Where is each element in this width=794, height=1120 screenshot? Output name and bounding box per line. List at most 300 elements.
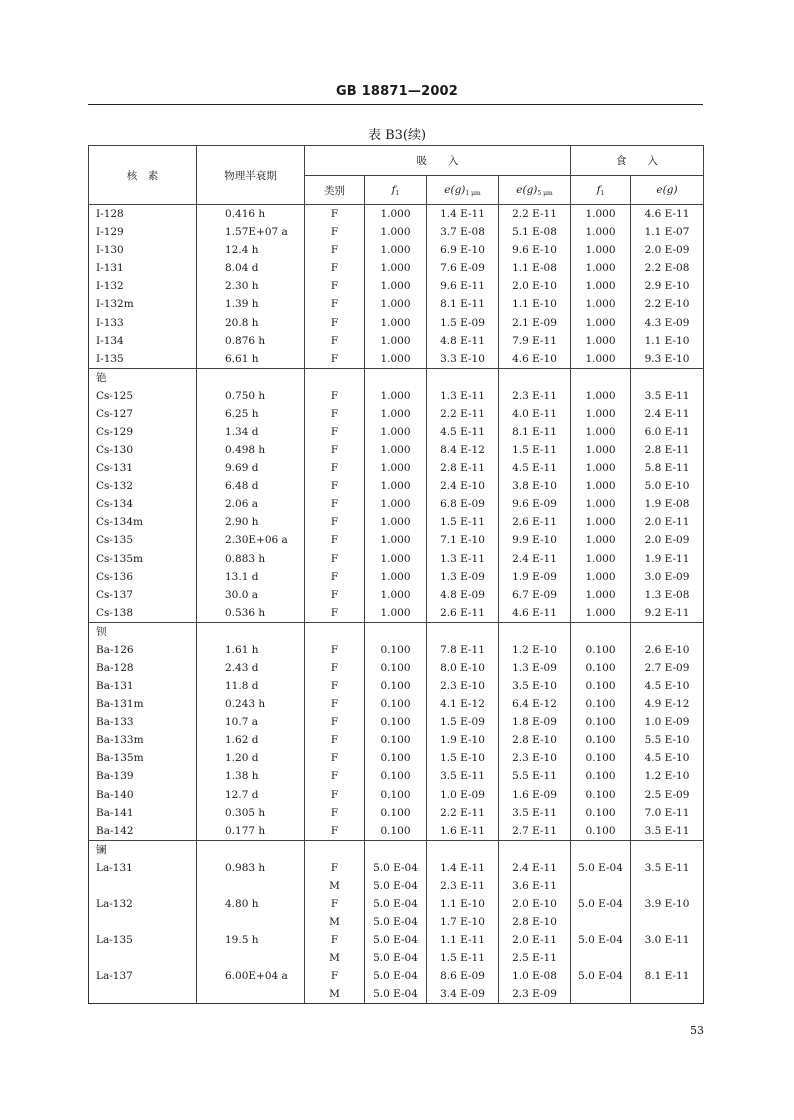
f1-ingestion-cell: 1.000 xyxy=(571,423,631,441)
e-1um-cell: 3.4 E-09 xyxy=(427,985,499,1004)
e-1um-cell: 1.5 E-11 xyxy=(427,513,499,531)
nuclide-cell: Cs-130 xyxy=(89,441,197,459)
type-cell: F xyxy=(305,459,365,477)
type-cell: M xyxy=(305,913,365,931)
col-header-ingestion: 食 入 xyxy=(571,146,704,176)
type-cell: F xyxy=(305,604,365,623)
table-row xyxy=(89,586,704,604)
e-5um-cell: 2.0 E-10 xyxy=(499,277,571,295)
e-ingestion-cell xyxy=(631,877,704,895)
e-5um-cell: 9.9 E-10 xyxy=(499,531,571,549)
nuclide-cell: I-132m xyxy=(89,295,197,313)
e-ingestion-cell xyxy=(631,949,704,967)
e-ingestion-cell: 3.5 E-11 xyxy=(644,389,690,402)
f1-ingestion-cell: 0.100 xyxy=(571,749,631,767)
half-life-cell: 10.7 a xyxy=(197,713,305,731)
nuclide-cell: La-131 xyxy=(89,859,197,877)
f1-ingestion-cell xyxy=(571,877,631,895)
table-row xyxy=(89,659,704,677)
half-life-cell: 1.34 d xyxy=(197,423,305,441)
e-ingestion-cell: 2.0 E-09 xyxy=(644,534,690,547)
empty-cell xyxy=(197,368,305,387)
element-group-label: 钡 xyxy=(89,622,197,641)
f1-inhalation-cell: 0.100 xyxy=(365,641,427,659)
type-cell: F xyxy=(305,387,365,405)
f1-ingestion-cell: 1.000 xyxy=(571,387,631,405)
e-1um-cell: 6.8 E-09 xyxy=(427,495,499,513)
e-ingestion-cell: 1.0 E-09 xyxy=(644,716,690,729)
type-cell: F xyxy=(305,205,365,224)
f1-ingestion-cell: 5.0 E-04 xyxy=(571,967,631,985)
e-5um-cell: 1.3 E-09 xyxy=(499,659,571,677)
e-5um-cell: 3.5 E-11 xyxy=(499,804,571,822)
type-cell: F xyxy=(305,241,365,259)
e-ingestion-cell: 2.2 E-08 xyxy=(644,262,690,275)
nuclide-cell: Ba-133 xyxy=(89,713,197,731)
half-life-cell: 1.38 h xyxy=(197,767,305,785)
type-cell: F xyxy=(305,441,365,459)
nuclide-cell: La-132 xyxy=(89,895,197,913)
e-1um-cell: 8.0 E-10 xyxy=(427,659,499,677)
nuclide-cell: Ba-135m xyxy=(89,749,197,767)
table-row xyxy=(89,731,704,749)
e-ingestion-cell: 6.0 E-11 xyxy=(644,425,690,438)
half-life-cell: 2.06 a xyxy=(197,495,305,513)
table-row xyxy=(89,931,704,949)
e-1um-cell: 2.3 E-11 xyxy=(427,877,499,895)
nuclide-cell xyxy=(89,913,197,931)
table-row xyxy=(89,513,704,531)
type-cell: F xyxy=(305,804,365,822)
header-rule xyxy=(88,104,703,105)
e-1um-cell: 1.3 E-11 xyxy=(427,549,499,567)
table-row xyxy=(89,913,704,931)
f1-inhalation-cell: 0.100 xyxy=(365,677,427,695)
e-5um-cell: 2.3 E-10 xyxy=(499,749,571,767)
f1-inhalation-cell: 5.0 E-04 xyxy=(365,913,427,931)
f1-inhalation-cell: 1.000 xyxy=(365,423,427,441)
f1-inhalation-cell: 0.100 xyxy=(365,804,427,822)
half-life-cell: 2.90 h xyxy=(197,513,305,531)
e-1um-cell: 2.8 E-11 xyxy=(427,459,499,477)
e-ingestion-cell: 2.8 E-11 xyxy=(644,444,690,457)
e-5um-cell: 2.2 E-11 xyxy=(499,205,571,224)
half-life-cell: 6.48 d xyxy=(197,477,305,495)
nuclide-cell: Cs-132 xyxy=(89,477,197,495)
type-cell: F xyxy=(305,659,365,677)
table-row xyxy=(89,350,704,369)
table-row xyxy=(89,641,704,659)
e-ingestion-cell: 4.5 E-10 xyxy=(644,752,690,765)
half-life-cell: 12.7 d xyxy=(197,786,305,804)
type-cell: F xyxy=(305,259,365,277)
e-5um-cell: 8.1 E-11 xyxy=(499,423,571,441)
table-row xyxy=(89,767,704,785)
f1-ingestion-cell: 1.000 xyxy=(571,549,631,567)
half-life-cell: 0.243 h xyxy=(197,695,305,713)
nuclide-cell: I-130 xyxy=(89,241,197,259)
col-header-e-5um xyxy=(499,176,571,205)
e-1um-cell: 1.4 E-11 xyxy=(427,205,499,224)
table-row xyxy=(89,531,704,549)
type-cell: F xyxy=(305,549,365,567)
f1-ingestion-cell: 0.100 xyxy=(571,677,631,695)
e-5um-cell: 2.3 E-11 xyxy=(499,387,571,405)
f1-inhalation-cell: 0.100 xyxy=(365,822,427,841)
half-life-cell: 0.498 h xyxy=(197,441,305,459)
e-5um-subscript: 5 μm xyxy=(537,189,553,197)
nuclide-cell: Ba-133m xyxy=(89,731,197,749)
e-5um-cell: 1.0 E-08 xyxy=(499,967,571,985)
type-cell: F xyxy=(305,423,365,441)
e-5um-cell: 9.6 E-10 xyxy=(499,241,571,259)
table-row xyxy=(89,313,704,331)
half-life-cell: 30.0 a xyxy=(197,586,305,604)
e-symbol: e(g) xyxy=(516,183,538,196)
f1-inhalation-cell: 1.000 xyxy=(365,332,427,350)
e-ingestion-cell: 9.3 E-10 xyxy=(644,352,690,365)
element-group-label: 镧 xyxy=(89,840,197,859)
f1-inhalation-cell: 1.000 xyxy=(365,531,427,549)
e-ingestion-cell xyxy=(631,913,704,931)
e-5um-cell: 2.4 E-11 xyxy=(499,859,571,877)
f1-ingestion-cell: 1.000 xyxy=(571,531,631,549)
e-5um-cell: 2.5 E-11 xyxy=(499,949,571,967)
half-life-cell: 19.5 h xyxy=(197,931,305,949)
e-5um-cell: 1.1 E-08 xyxy=(499,259,571,277)
type-cell: F xyxy=(305,931,365,949)
half-life-cell: 0.750 h xyxy=(197,387,305,405)
empty-cell xyxy=(197,840,305,859)
empty-cell xyxy=(305,840,365,859)
element-group-label: 铯 xyxy=(89,368,197,387)
f1-ingestion-cell: 1.000 xyxy=(571,604,631,623)
e-1um-cell: 7.6 E-09 xyxy=(427,259,499,277)
e-5um-cell: 3.6 E-11 xyxy=(499,877,571,895)
empty-cell xyxy=(365,622,427,641)
standard-header: GB 18871—2002 xyxy=(335,84,459,99)
nuclide-cell: I-129 xyxy=(89,223,197,241)
e-5um-cell: 6.7 E-09 xyxy=(499,586,571,604)
e-ingestion-cell: 3.5 E-11 xyxy=(644,861,690,874)
half-life-cell: 1.57E+07 a xyxy=(197,223,305,241)
e-5um-cell: 1.1 E-10 xyxy=(499,295,571,313)
e-ingestion-cell: 3.0 E-09 xyxy=(644,570,690,583)
col-header-f1-ingestion xyxy=(571,176,631,205)
e-1um-cell: 8.4 E-12 xyxy=(427,441,499,459)
type-cell: F xyxy=(305,822,365,841)
e-1um-cell: 4.8 E-11 xyxy=(427,332,499,350)
half-life-cell: 2.30 h xyxy=(197,277,305,295)
nuclide-cell: La-135 xyxy=(89,931,197,949)
f-symbol: f xyxy=(596,183,601,196)
half-life-cell: 9.69 d xyxy=(197,459,305,477)
e-5um-cell: 1.2 E-10 xyxy=(499,641,571,659)
e-1um-cell: 1.1 E-11 xyxy=(427,931,499,949)
f1-inhalation-cell: 1.000 xyxy=(365,495,427,513)
table-row xyxy=(89,877,704,895)
e-ingestion-cell: 5.0 E-10 xyxy=(644,480,690,493)
element-group-row xyxy=(89,368,704,387)
e-5um-cell: 3.8 E-10 xyxy=(499,477,571,495)
half-life-cell: 0.416 h xyxy=(197,205,305,224)
empty-cell xyxy=(365,368,427,387)
type-cell: F xyxy=(305,586,365,604)
nuclide-cell: La-137 xyxy=(89,967,197,985)
empty-cell xyxy=(499,622,571,641)
f1-ingestion-cell: 1.000 xyxy=(571,259,631,277)
f1-ingestion-cell: 0.100 xyxy=(571,695,631,713)
table-row xyxy=(89,295,704,313)
nuclide-cell: Cs-136 xyxy=(89,568,197,586)
table-row xyxy=(89,949,704,967)
e-ingestion-cell: 1.3 E-08 xyxy=(644,588,690,601)
f1-inhalation-cell: 0.100 xyxy=(365,695,427,713)
half-life-cell: 0.536 h xyxy=(197,604,305,623)
f1-ingestion-cell: 1.000 xyxy=(571,277,631,295)
e-1um-cell: 7.8 E-11 xyxy=(427,641,499,659)
nuclide-cell: Cs-135m xyxy=(89,549,197,567)
table-row xyxy=(89,695,704,713)
empty-cell xyxy=(365,840,427,859)
e-1um-cell: 1.3 E-11 xyxy=(427,387,499,405)
f1-ingestion-cell: 1.000 xyxy=(571,459,631,477)
nuclide-cell: Ba-131 xyxy=(89,677,197,695)
e-1um-cell: 4.5 E-11 xyxy=(427,423,499,441)
f1-ingestion-cell: 0.100 xyxy=(571,659,631,677)
f1-inhalation-cell: 0.100 xyxy=(365,731,427,749)
f1-ingestion-cell: 0.100 xyxy=(571,804,631,822)
f1-inhalation-cell: 5.0 E-04 xyxy=(365,859,427,877)
f1-ingestion-cell: 0.100 xyxy=(571,767,631,785)
type-cell: F xyxy=(305,531,365,549)
half-life-cell: 0.177 h xyxy=(197,822,305,841)
e-1um-cell: 1.7 E-10 xyxy=(427,913,499,931)
type-cell: M xyxy=(305,985,365,1004)
empty-cell xyxy=(197,622,305,641)
e-1um-cell: 3.3 E-10 xyxy=(427,350,499,369)
e-ingestion-cell: 1.9 E-11 xyxy=(644,552,690,565)
nuclide-cell: I-132 xyxy=(89,277,197,295)
f1-inhalation-cell: 1.000 xyxy=(365,295,427,313)
table-row xyxy=(89,895,704,913)
e-5um-cell: 4.0 E-11 xyxy=(499,405,571,423)
f1-ingestion-cell: 1.000 xyxy=(571,205,631,224)
f1-ingestion-cell: 1.000 xyxy=(571,313,631,331)
type-cell: F xyxy=(305,895,365,913)
nuclide-cell: Cs-129 xyxy=(89,423,197,441)
type-cell: F xyxy=(305,477,365,495)
e-5um-cell: 1.6 E-09 xyxy=(499,786,571,804)
type-cell: F xyxy=(305,277,365,295)
half-life-cell: 2.43 d xyxy=(197,659,305,677)
nuclide-cell: Ba-139 xyxy=(89,767,197,785)
f1-inhalation-cell: 5.0 E-04 xyxy=(365,967,427,985)
f1-inhalation-cell: 1.000 xyxy=(365,387,427,405)
table-row xyxy=(89,713,704,731)
table-row xyxy=(89,387,704,405)
f1-ingestion-cell xyxy=(571,913,631,931)
half-life-cell: 0.876 h xyxy=(197,332,305,350)
nuclide-cell: Cs-125 xyxy=(89,387,197,405)
nuclide-cell: I-128 xyxy=(89,205,197,224)
e-ingestion-cell: 1.1 E-10 xyxy=(644,334,690,347)
table-row xyxy=(89,405,704,423)
e-5um-cell: 1.8 E-09 xyxy=(499,713,571,731)
table-row xyxy=(89,223,704,241)
e-1um-cell: 8.1 E-11 xyxy=(427,295,499,313)
table-row xyxy=(89,985,704,1004)
table-row xyxy=(89,677,704,695)
e-1um-cell: 1.6 E-11 xyxy=(427,822,499,841)
e-ingestion-cell: 7.0 E-11 xyxy=(644,806,690,819)
e-1um-cell: 2.2 E-11 xyxy=(427,804,499,822)
table-body xyxy=(89,205,704,1004)
e-1um-cell: 8.6 E-09 xyxy=(427,967,499,985)
half-life-cell: 1.62 d xyxy=(197,731,305,749)
half-life-cell: 1.20 d xyxy=(197,749,305,767)
col-header-e-ingestion xyxy=(631,176,704,205)
type-cell: F xyxy=(305,859,365,877)
f1-inhalation-cell: 0.100 xyxy=(365,659,427,677)
type-cell: F xyxy=(305,767,365,785)
table-row xyxy=(89,568,704,586)
e-ingestion-cell: 5.8 E-11 xyxy=(644,462,690,475)
empty-cell xyxy=(499,840,571,859)
empty-cell xyxy=(571,368,631,387)
e-ingestion-cell: 8.1 E-11 xyxy=(644,970,690,983)
type-cell: F xyxy=(305,513,365,531)
f1-inhalation-cell: 5.0 E-04 xyxy=(365,877,427,895)
e-ingestion-cell: 2.4 E-11 xyxy=(644,407,690,420)
e-5um-cell: 6.4 E-12 xyxy=(499,695,571,713)
e-1um-cell: 2.2 E-11 xyxy=(427,405,499,423)
type-cell: M xyxy=(305,949,365,967)
col-header-f1-inhalation xyxy=(365,176,427,205)
e-ingestion-cell: 1.1 E-07 xyxy=(644,226,690,239)
type-cell: F xyxy=(305,677,365,695)
table-row xyxy=(89,967,704,985)
col-header-half-life: 物理半衰期 xyxy=(197,146,305,205)
nuclide-cell: Ba-128 xyxy=(89,659,197,677)
type-cell: F xyxy=(305,495,365,513)
type-cell: F xyxy=(305,641,365,659)
half-life-cell: 11.8 d xyxy=(197,677,305,695)
table-row xyxy=(89,459,704,477)
f1-inhalation-cell: 0.100 xyxy=(365,749,427,767)
f1-ingestion-cell: 0.100 xyxy=(571,731,631,749)
empty-cell xyxy=(427,368,499,387)
e-5um-cell: 3.5 E-10 xyxy=(499,677,571,695)
nuclide-cell: I-135 xyxy=(89,350,197,369)
e-5um-cell: 9.6 E-09 xyxy=(499,495,571,513)
e-5um-cell: 2.7 E-11 xyxy=(499,822,571,841)
type-cell: M xyxy=(305,877,365,895)
element-group-row xyxy=(89,840,704,859)
half-life-cell: 4.80 h xyxy=(197,895,305,913)
half-life-cell xyxy=(197,985,305,1004)
e-1um-cell: 3.5 E-11 xyxy=(427,767,499,785)
f1-inhalation-cell: 1.000 xyxy=(365,459,427,477)
f1-inhalation-cell: 1.000 xyxy=(365,549,427,567)
f1-ingestion-cell xyxy=(571,949,631,967)
type-cell: F xyxy=(305,713,365,731)
nuclide-cell: Cs-135 xyxy=(89,531,197,549)
e-5um-cell: 7.9 E-11 xyxy=(499,332,571,350)
empty-cell xyxy=(427,840,499,859)
e-1um-cell: 1.5 E-10 xyxy=(427,749,499,767)
e-1um-cell: 2.3 E-10 xyxy=(427,677,499,695)
e-ingestion-cell: 9.2 E-11 xyxy=(644,606,690,619)
f-symbol: f xyxy=(391,183,396,196)
nuclide-cell: Ba-140 xyxy=(89,786,197,804)
e-ingestion-cell: 4.6 E-11 xyxy=(644,208,690,221)
half-life-cell xyxy=(197,949,305,967)
nuclide-cell: Ba-131m xyxy=(89,695,197,713)
empty-cell xyxy=(305,368,365,387)
empty-cell xyxy=(305,622,365,641)
e-ingestion-cell: 4.5 E-10 xyxy=(644,680,690,693)
e-5um-cell: 4.5 E-11 xyxy=(499,459,571,477)
f1-inhalation-cell: 1.000 xyxy=(365,568,427,586)
e-1um-cell: 1.9 E-10 xyxy=(427,731,499,749)
table-row xyxy=(89,822,704,841)
e-1um-cell: 2.4 E-10 xyxy=(427,477,499,495)
e-ingestion-cell: 2.5 E-09 xyxy=(644,788,690,801)
nuclide-cell: Cs-131 xyxy=(89,459,197,477)
nuclide-cell xyxy=(89,949,197,967)
f1-ingestion-cell: 1.000 xyxy=(571,477,631,495)
e-5um-cell: 2.8 E-10 xyxy=(499,731,571,749)
e-5um-cell: 2.0 E-11 xyxy=(499,931,571,949)
f1-ingestion-cell: 1.000 xyxy=(571,350,631,369)
e-ingestion-cell: 2.7 E-09 xyxy=(644,661,690,674)
nuclide-cell: Cs-127 xyxy=(89,405,197,423)
f1-ingestion-cell: 0.100 xyxy=(571,822,631,841)
type-cell: F xyxy=(305,332,365,350)
f-subscript: 1 xyxy=(600,189,605,197)
half-life-cell: 1.61 h xyxy=(197,641,305,659)
nuclide-cell xyxy=(89,877,197,895)
e-5um-cell: 1.9 E-09 xyxy=(499,568,571,586)
empty-cell xyxy=(427,622,499,641)
e-1um-cell: 1.5 E-09 xyxy=(427,713,499,731)
e-symbol: e(g) xyxy=(444,183,466,196)
e-1um-cell: 1.0 E-09 xyxy=(427,786,499,804)
f1-ingestion-cell: 1.000 xyxy=(571,332,631,350)
e-5um-cell: 2.6 E-11 xyxy=(499,513,571,531)
col-header-nuclide: 核 素 xyxy=(89,146,197,205)
e-1um-subscript: 1 μm xyxy=(465,189,481,197)
e-ingestion-cell: 3.5 E-11 xyxy=(644,824,690,837)
e-ingestion-cell: 2.6 E-10 xyxy=(644,643,690,656)
e-1um-cell: 7.1 E-10 xyxy=(427,531,499,549)
e-5um-cell: 4.6 E-10 xyxy=(499,350,571,369)
col-header-type: 类别 xyxy=(305,176,365,205)
half-life-cell: 12.4 h xyxy=(197,241,305,259)
nuclide-cell: Ba-126 xyxy=(89,641,197,659)
e-5um-cell: 1.5 E-11 xyxy=(499,441,571,459)
table-row xyxy=(89,205,704,224)
f1-ingestion-cell: 5.0 E-04 xyxy=(571,895,631,913)
f1-ingestion-cell: 0.100 xyxy=(571,641,631,659)
f1-inhalation-cell: 1.000 xyxy=(365,277,427,295)
e-5um-cell: 5.1 E-08 xyxy=(499,223,571,241)
e-ingestion-cell: 5.5 E-10 xyxy=(644,734,690,747)
half-life-cell: 6.61 h xyxy=(197,350,305,369)
f1-inhalation-cell: 1.000 xyxy=(365,205,427,224)
table-row xyxy=(89,786,704,804)
